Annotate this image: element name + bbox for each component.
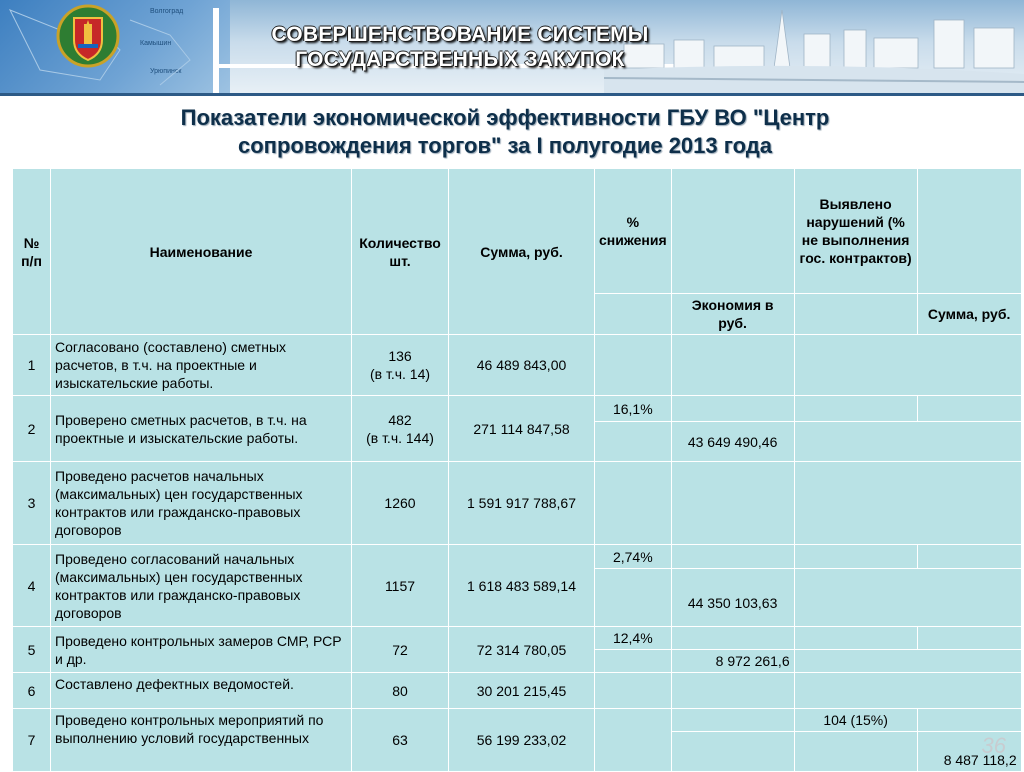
header-violations: Выявлено нарушений (% не выполнения гос. контрактов) xyxy=(794,169,917,294)
slide-title-line: Показатели экономической эффективности ГБУ ВО "Центр xyxy=(180,105,830,130)
cell-name: Согласовано (составлено) сметных расчетов, в т.ч. на проектные и изыскательские работы. xyxy=(51,335,352,396)
cell-qty: 63 xyxy=(352,709,449,772)
table-row xyxy=(13,673,1022,709)
empty-cell xyxy=(595,650,672,673)
cell-qty xyxy=(352,335,449,396)
empty-cell xyxy=(595,335,672,396)
cell-num: 1 xyxy=(13,335,51,396)
empty-cell xyxy=(794,627,917,650)
map-label: Камышин xyxy=(140,40,172,47)
empty-cell xyxy=(794,673,1021,709)
empty-cell xyxy=(794,569,1021,627)
empty-cell xyxy=(595,709,672,772)
cell-sum: 46 489 843,00 xyxy=(449,335,595,396)
qty-value: 136 xyxy=(388,348,412,364)
header-title-line: СОВЕРШЕНСТВОВАНИЕ СИСТЕМЫ xyxy=(271,23,649,46)
cell-qty: 1157 xyxy=(352,545,449,627)
map-label: Волгоград xyxy=(150,8,184,15)
empty-cell xyxy=(794,294,917,335)
empty-cell xyxy=(595,422,672,462)
empty-cell xyxy=(671,673,794,709)
cell-pct: 16,1% xyxy=(595,396,672,422)
table-row xyxy=(13,627,1022,650)
cell-num: 7 xyxy=(13,709,51,772)
cell-num: 3 xyxy=(13,462,51,545)
header-title-line: ГОСУДАРСТВЕННЫХ ЗАКУПОК xyxy=(295,48,625,71)
slide-title xyxy=(60,104,950,160)
empty-cell xyxy=(671,709,794,732)
cell-name: Проведено расчетов начальных (максимальных) цен государственных контрактов или гражданско-правовых договоров xyxy=(51,462,352,545)
map-label: Урюпинск xyxy=(150,68,182,75)
header-underline xyxy=(0,93,1024,96)
slide-title-line: сопровождения торгов" за I полугодие 2013 года xyxy=(238,133,772,158)
header-num: № п/п xyxy=(13,169,51,335)
cell-violations: 104 (15%) xyxy=(794,709,917,732)
header-sum: Сумма, руб. xyxy=(449,169,595,335)
empty-cell xyxy=(671,335,794,396)
cell-sum: 271 114 847,58 xyxy=(449,396,595,462)
cell-qty: 1260 xyxy=(352,462,449,545)
cell-qty: 80 xyxy=(352,673,449,709)
cell-pct: 2,74% xyxy=(595,545,672,569)
header-pct: % снижения xyxy=(595,169,672,294)
header-sum2: Сумма, руб. xyxy=(917,294,1021,335)
cell-name: Проведено согласований начальных (максимальных) цен государственных контрактов или гражданско-правовых договоров xyxy=(51,545,352,627)
empty-cell xyxy=(917,396,1021,422)
cell-name: Составлено дефектных ведомостей. xyxy=(51,673,352,709)
empty-cell xyxy=(794,422,1021,462)
empty-cell xyxy=(794,545,917,569)
cell-qty xyxy=(352,396,449,462)
empty-cell xyxy=(794,335,1021,396)
header-qty: Количество шт. xyxy=(352,169,449,335)
empty-cell xyxy=(595,462,672,545)
qty-value: 482 xyxy=(388,411,412,428)
cell-name: Проведено контрольных мероприятий по выполнению условий государственных xyxy=(51,709,352,772)
cell-num: 2 xyxy=(13,396,51,462)
qty-note: (в т.ч. 144) xyxy=(366,429,434,446)
cell-pct: 12,4% xyxy=(595,627,672,650)
empty-cell xyxy=(794,650,1021,673)
cell-name: Проверено сметных расчетов, в т.ч. на проектные и изыскательские работы. xyxy=(51,396,352,462)
cell-economy: 44 350 103,63 xyxy=(671,569,794,627)
page-number: 36 xyxy=(981,733,1006,758)
empty-cell xyxy=(794,732,917,772)
cell-economy: 8 972 261,6 xyxy=(671,650,794,673)
cell-sum: 30 201 215,45 xyxy=(449,673,595,709)
empty-cell xyxy=(917,545,1021,569)
cell-num: 4 xyxy=(13,545,51,627)
cell-sum: 56 199 233,02 xyxy=(449,709,595,772)
table-row xyxy=(13,335,1022,396)
cell-sum: 72 314 780,05 xyxy=(449,627,595,673)
cell-qty: 72 xyxy=(352,627,449,673)
empty-cell xyxy=(595,569,672,627)
empty-cell xyxy=(794,396,917,422)
table-row xyxy=(13,396,1022,422)
cell-sum2: 8 487 118,2 xyxy=(917,732,1021,772)
header-banner xyxy=(0,0,1024,94)
cell-num: 5 xyxy=(13,627,51,673)
empty-cell xyxy=(917,709,1021,732)
efficiency-table xyxy=(12,168,1022,772)
empty-cell xyxy=(671,545,794,569)
empty-cell xyxy=(671,169,794,294)
cell-name: Проведено контрольных замеров СМР, РСР и др. xyxy=(51,627,352,673)
header-name: Наименование xyxy=(51,169,352,335)
cell-num: 6 xyxy=(13,673,51,709)
qty-note: (в т.ч. 14) xyxy=(369,366,431,382)
table-row xyxy=(13,709,1022,732)
header-economy: Экономия в руб. xyxy=(671,294,794,335)
empty-cell xyxy=(671,462,794,545)
coat-of-arms-icon xyxy=(56,4,120,68)
empty-cell xyxy=(794,462,1021,545)
cell-sum: 1 618 483 589,14 xyxy=(449,545,595,627)
table-row xyxy=(13,545,1022,569)
empty-cell xyxy=(671,396,794,422)
header-title xyxy=(215,22,705,72)
cell-economy: 43 649 490,46 xyxy=(671,422,794,462)
empty-cell xyxy=(917,627,1021,650)
empty-cell xyxy=(671,732,794,772)
empty-cell xyxy=(595,294,672,335)
empty-cell xyxy=(595,673,672,709)
cell-sum: 1 591 917 788,67 xyxy=(449,462,595,545)
table-row xyxy=(13,462,1022,545)
empty-cell xyxy=(917,169,1021,294)
empty-cell xyxy=(671,627,794,650)
